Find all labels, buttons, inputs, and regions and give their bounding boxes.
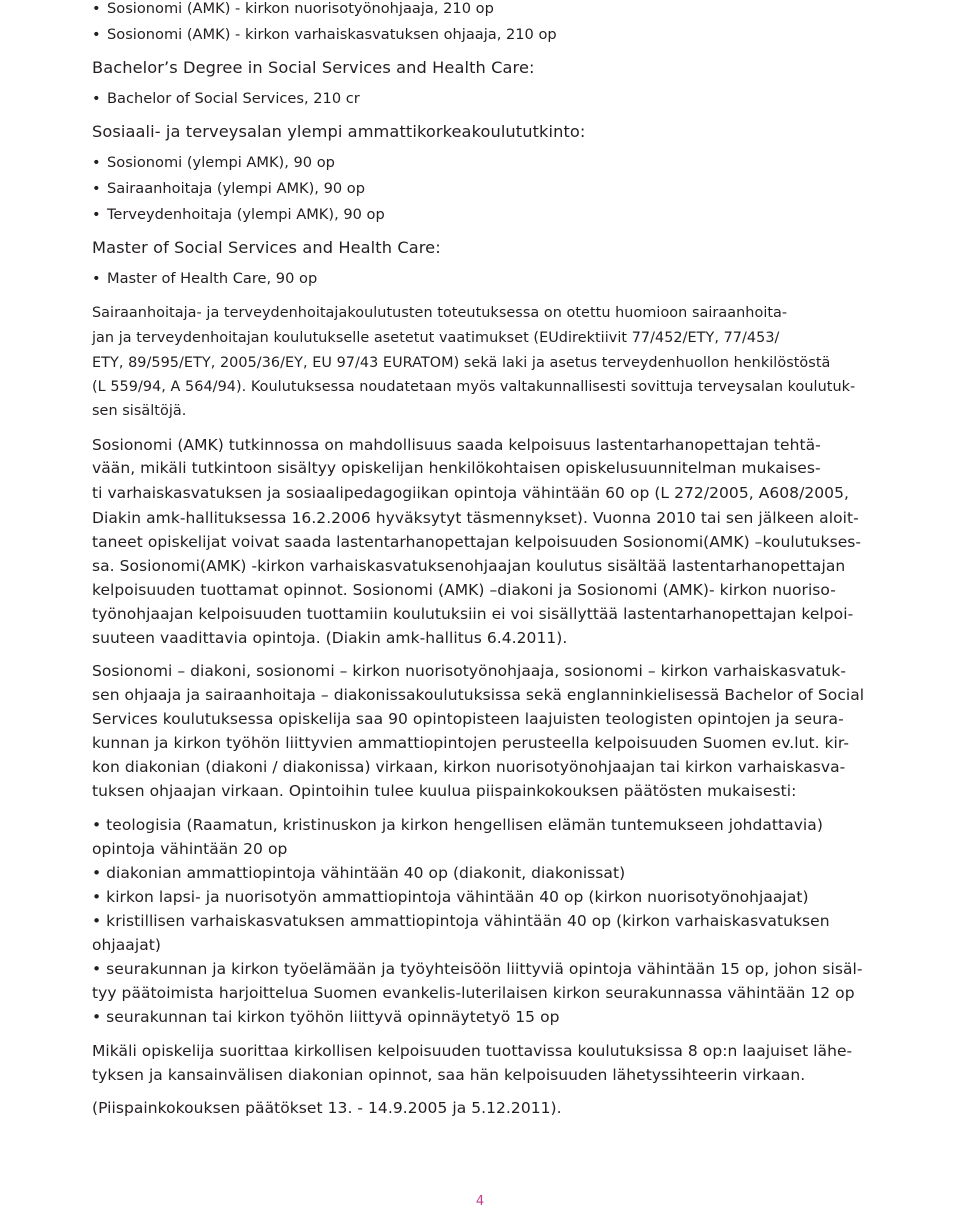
bullet-icon: • — [92, 0, 101, 17]
list-item: • seurakunnan ja kirkon työelämään ja työyhteisöön liittyviä opintoja vähintään 15 op, johon sisäl- — [92, 960, 863, 978]
paragraph-line: kunnan ja kirkon työhön liittyvien ammattiopintojen perusteella kelpoisuuden Suomen ev.lut. kir- — [92, 734, 849, 752]
list-item: • kristillisen varhaiskasvatuksen ammattiopintoja vähintään 40 op (kirkon varhaiskasvatuksen — [92, 912, 830, 930]
list-item: • Terveydenhoitaja (ylempi AMK), 90 op — [92, 206, 385, 223]
paragraph-line: Sairaanhoitaja- ja terveydenhoitajakoulutusten toteutuksessa on otettu huomioon sairaanhoita- — [92, 305, 788, 321]
paragraph-line: vään, mikäli tutkintoon sisältyy opiskelijan henkilökohtaisen opiskelusuunnitelman mukaises- — [92, 459, 821, 477]
bullet-icon: • — [92, 26, 101, 43]
list-item: • seurakunnan tai kirkon työhön liittyvä opinnäytetyö 15 op — [92, 1008, 560, 1026]
bullet-icon: • — [92, 90, 101, 107]
paragraph-line: ti varhaiskasvatuksen ja sosiaalipedagogiikan opintoja vähintään 60 op (L 272/2005, A608/2005, — [92, 484, 849, 502]
paragraph-line: (Piispainkokouksen päätökset 13. - 14.9.2005 ja 5.12.2011). — [92, 1099, 562, 1117]
paragraph-line: Mikäli opiskelija suorittaa kirkollisen kelpoisuuden tuottavissa koulutuksissa 8 op:n laajuiset lähe- — [92, 1042, 853, 1060]
paragraph-line: kelpoisuuden tuottamat opinnot. Sosionomi (AMK) –diakoni ja Sosionomi (AMK)- kirkon nuoriso- — [92, 581, 836, 599]
heading-master: Master of Social Services and Health Care: — [92, 238, 441, 257]
paragraph-line: Sosionomi (AMK) tutkinnossa on mahdollisuus saada kelpoisuus lastentarhanopettajan tehtä- — [92, 436, 821, 454]
list-item: • teologisia (Raamatun, kristinuskon ja kirkon hengellisen elämän tuntemukseen johdattavia) — [92, 816, 823, 834]
page-number: 4 — [475, 1194, 485, 1209]
list-item: • Sairaanhoitaja (ylempi AMK), 90 op — [92, 180, 365, 197]
list-item: • kirkon lapsi- ja nuorisotyön ammattiopintoja vähintään 40 op (kirkon nuorisotyönohjaajat) — [92, 888, 809, 906]
bullet-icon: • — [92, 180, 101, 197]
paragraph-line: ETY, 89/595/ETY, 2005/36/EY, EU 97/43 EURATOM) sekä laki ja asetus terveydenhuollon henkilöstöstä — [92, 355, 831, 371]
paragraph-line: Diakin amk-hallituksessa 16.2.2006 hyväksytyt täsmennykset). Vuonna 2010 tai sen jälkeen aloit- — [92, 509, 859, 527]
bullet-icon: • — [92, 154, 101, 171]
paragraph-line: (L 559/94, A 564/94). Koulutuksessa noudatetaan myös valtakunnallisesti sovittuja terveysalan koulutuk- — [92, 379, 856, 395]
list-item: ohjaajat) — [92, 936, 161, 954]
paragraph-line: kon diakonian (diakoni / diakonissa) virkaan, kirkon nuorisotyönohjaajan tai kirkon varhaiskasva- — [92, 758, 846, 776]
list-item: opintoja vähintään 20 op — [92, 840, 288, 858]
list-item: • Sosionomi (ylempi AMK), 90 op — [92, 154, 335, 171]
paragraph-line: tyksen ja kansainvälisen diakonian opinnot, saa hän kelpoisuuden lähetyssihteerin virkaan. — [92, 1066, 806, 1084]
paragraph-line: jan ja terveydenhoitajan koulutukselle asetetut vaatimukset (EUdirektiivit 77/452/ETY, 77/453/ — [92, 330, 780, 346]
list-item: • Bachelor of Social Services, 210 cr — [92, 90, 360, 107]
bullet-icon: • — [92, 270, 101, 287]
paragraph-line: sa. Sosionomi(AMK) -kirkon varhaiskasvatuksenohjaajan koulutus sisältää lastentarhanopettajan — [92, 557, 846, 575]
heading-ylempi: Sosiaali- ja terveysalan ylempi ammattikorkeakoulututkinto: — [92, 122, 586, 141]
paragraph-line: taneet opiskelijat voivat saada lastentarhanopettajan kelpoisuuden Sosionomi(AMK) –koulutukses- — [92, 533, 862, 551]
paragraph-line: suuteen vaadittavia opintoja. (Diakin amk-hallitus 6.4.2011). — [92, 629, 568, 647]
list-item: • Master of Health Care, 90 op — [92, 270, 318, 287]
paragraph-line: Services koulutuksessa opiskelija saa 90 opintopisteen laajuisten teologisten opintojen ja seura- — [92, 710, 844, 728]
heading-bachelor: Bachelor’s Degree in Social Services and Health Care: — [92, 58, 535, 77]
paragraph-line: työnohjaajan kelpoisuuden tuottamiin koulutuksiin ei voi sisällyttää lastentarhanopettajan kelpoi- — [92, 605, 854, 623]
list-item: • Sosionomi (AMK) - kirkon varhaiskasvatuksen ohjaaja, 210 op — [92, 26, 557, 43]
bullet-icon: • — [92, 206, 101, 223]
paragraph-line: Sosionomi – diakoni, sosionomi – kirkon nuorisotyönohjaaja, sosionomi – kirkon varhaiskasvatuk- — [92, 662, 846, 680]
paragraph-line: sen sisältöjä. — [92, 403, 187, 419]
list-item: • diakonian ammattiopintoja vähintään 40 op (diakonit, diakonissat) — [92, 864, 626, 882]
list-item: tyy päätoimista harjoittelua Suomen evankelis-luterilaisen kirkon seurakunnassa vähintään 12 op — [92, 984, 855, 1002]
list-item: • Sosionomi (AMK) - kirkon nuorisotyönohjaaja, 210 op — [92, 0, 494, 17]
paragraph-line: tuksen ohjaajan virkaan. Opintoihin tulee kuulua piispainkokouksen päätösten mukaisesti: — [92, 782, 797, 800]
paragraph-line: sen ohjaaja ja sairaanhoitaja – diakonissakoulutuksissa sekä englanninkielisessä Bachelor of Social — [92, 686, 865, 704]
